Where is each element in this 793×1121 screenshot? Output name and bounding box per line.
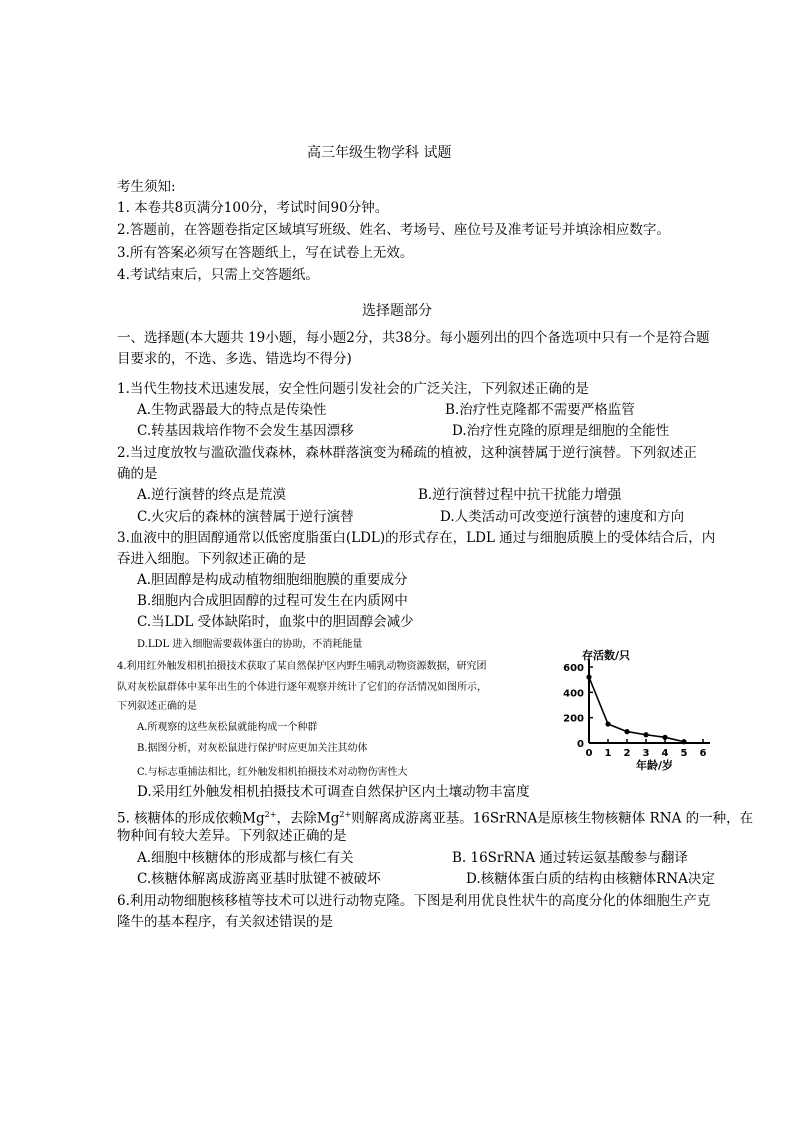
section-intro-cont: 目要求的，不选、多选、错选均不得分) bbox=[117, 351, 352, 367]
question-2-option-b: B.逆行演替过程中抗干扰能力增强 bbox=[418, 487, 622, 503]
superscript: 2+ bbox=[264, 810, 277, 819]
question-3-option-a: A.胆固醇是构成动植物细胞细胞膜的重要成分 bbox=[137, 572, 408, 588]
question-1-option-c: C.转基因栽培作物不会发生基因漂移 bbox=[137, 423, 354, 439]
section-title: 选择题部分 bbox=[362, 303, 432, 319]
x-tick-label: 3 bbox=[642, 748, 650, 759]
chart-x-axis-label: 年龄/岁 bbox=[636, 759, 674, 772]
question-5-stem bbox=[117, 806, 753, 828]
notice-item-4: 4.考试结束后，只需上交答题纸。 bbox=[117, 267, 319, 283]
question-5-option-a: A.细胞中核糖体的形成都与核仁有关 bbox=[137, 850, 354, 866]
question-6-stem-cont: 隆牛的基本程序，有关叙述错误的是 bbox=[117, 914, 333, 930]
notice-item-2: 2.答题前，在答题卷指定区域填写班级、姓名、考场号、座位号及准考证号并填涂相应数字。 bbox=[117, 222, 670, 238]
question-6-stem: 6.利用动物细胞核移植等技术可以进行动物克隆。下图是利用优良性状牛的高度分化的体细胞生产克 bbox=[117, 893, 711, 909]
series-line bbox=[589, 677, 684, 742]
x-tick-label: 5 bbox=[680, 748, 688, 759]
y-tick-label: 600 bbox=[563, 663, 584, 674]
question-4-option-b: B.据图分析，对灰松鼠进行保护时应更加关注其幼体 bbox=[137, 743, 368, 754]
question-4-stem: 4.利用红外触发相机拍摄技术获取了某自然保护区内野生哺乳动物资源数据，研究团 bbox=[117, 661, 487, 672]
question-3-stem: 3.血液中的胆固醇通常以低密度脂蛋白(LDL)的形式存在，LDL 通过与细胞质膜上的受体结合后，内 bbox=[117, 530, 716, 546]
notice-heading: 考生须知: bbox=[117, 179, 176, 195]
question-2-option-a: A.逆行演替的终点是荒漠 bbox=[137, 487, 287, 503]
section-intro: 一、选择题(本大题共 19小题，每小题2分，共38分。每小题列出的四个备选项中只有一个是符合题 bbox=[117, 330, 710, 346]
chart-y-axis-label: 存活数/只 bbox=[582, 649, 631, 662]
data-point bbox=[586, 675, 591, 680]
chart-marks bbox=[586, 675, 686, 745]
question-3-stem-cont: 吞进入细胞。下列叙述正确的是 bbox=[117, 551, 306, 567]
question-5-option-d: D.核糖体蛋白质的结构由核糖体RNA决定 bbox=[466, 871, 715, 887]
notice-item-3: 3.所有答案必须写在答题纸上，写在试卷上无效。 bbox=[117, 245, 414, 261]
superscript: 2+ bbox=[339, 810, 352, 819]
question-2-option-d: D.人类活动可改变逆行演替的速度和方向 bbox=[440, 509, 685, 525]
x-tick-label: 0 bbox=[585, 748, 593, 759]
question-4-stem-cont-2: 下列叙述正确的是 bbox=[117, 701, 197, 712]
question-3-option-b: B.细胞内合成胆固醇的过程可发生在内质网中 bbox=[137, 593, 408, 609]
question-1-option-d: D.治疗性克隆的原理是细胞的全能性 bbox=[452, 423, 670, 439]
question-3-option-c: C.当LDL 受体缺陷时，血浆中的胆固醇会减少 bbox=[137, 614, 414, 630]
question-1-stem: 1.当代生物技术迅速发展，安全性问题引发社会的广泛关注，下列叙述正确的是 bbox=[117, 381, 589, 397]
data-point bbox=[662, 735, 667, 740]
question-4-option-d: D.采用红外触发相机拍摄技术可调查自然保护区内土壤动物丰富度 bbox=[137, 784, 530, 800]
question-4-stem-cont: 队对灰松鼠群体中某年出生的个体进行逐年观察并统计了它们的存活情况如图所示， bbox=[117, 682, 487, 693]
chart-axes bbox=[563, 659, 710, 759]
question-4-option-c: C.与标志重捕法相比，红外触发相机拍摄技术对动物伤害性大 bbox=[137, 767, 408, 778]
question-5-stem-cont: 物种间有较大差异。下列叙述正确的是 bbox=[117, 828, 347, 844]
survival-chart bbox=[550, 645, 720, 775]
data-point bbox=[624, 729, 629, 734]
question-5-stem-part-2: ，去除Mg bbox=[276, 810, 340, 827]
question-1-option-b: B.治疗性克隆都不需要严格监管 bbox=[445, 402, 635, 418]
data-point bbox=[605, 721, 610, 726]
question-2-stem-cont: 确的是 bbox=[117, 466, 158, 482]
x-tick-label: 4 bbox=[661, 748, 669, 759]
y-tick-label: 0 bbox=[577, 739, 584, 750]
x-tick-label: 2 bbox=[623, 748, 631, 759]
data-point bbox=[643, 732, 648, 737]
data-point bbox=[681, 739, 686, 744]
x-tick-label: 1 bbox=[604, 748, 612, 759]
x-tick-label: 6 bbox=[699, 748, 707, 759]
y-tick-label: 400 bbox=[563, 688, 584, 700]
question-5-stem-part-3: 则解离成游离亚基。16SrRNA是原核生物核糖体 RNA 的一种，在 bbox=[351, 810, 754, 827]
question-5-option-c: C.核糖体解离成游离亚基时肽键不被破坏 bbox=[137, 871, 381, 887]
question-3-option-d: D.LDL 进入细胞需要载体蛋白的协助，不消耗能量 bbox=[137, 639, 363, 650]
y-tick-label: 200 bbox=[563, 713, 584, 725]
question-5-option-b: B. 16SrRNA 通过转运氨基酸参与翻译 bbox=[452, 850, 688, 866]
question-5-stem-part-1: 5. 核糖体的形成依赖Mg bbox=[117, 810, 265, 827]
notice-item-1: 1. 本卷共8页满分100分，考试时间90分钟。 bbox=[117, 200, 389, 216]
question-1-option-a: A.生物武器最大的特点是传染性 bbox=[137, 402, 327, 418]
exam-title: 高三年级生物学科 试题 bbox=[307, 145, 452, 161]
question-2-option-c: C.火灾后的森林的演替属于逆行演替 bbox=[137, 509, 354, 525]
question-2-stem: 2.当过度放牧与滥砍滥伐森林，森林群落演变为稀疏的植被，这种演替属于逆行演替。下列叙述正 bbox=[117, 445, 697, 461]
question-4-option-a: A.所观察的这些灰松鼠就能构成一个种群 bbox=[137, 722, 318, 733]
